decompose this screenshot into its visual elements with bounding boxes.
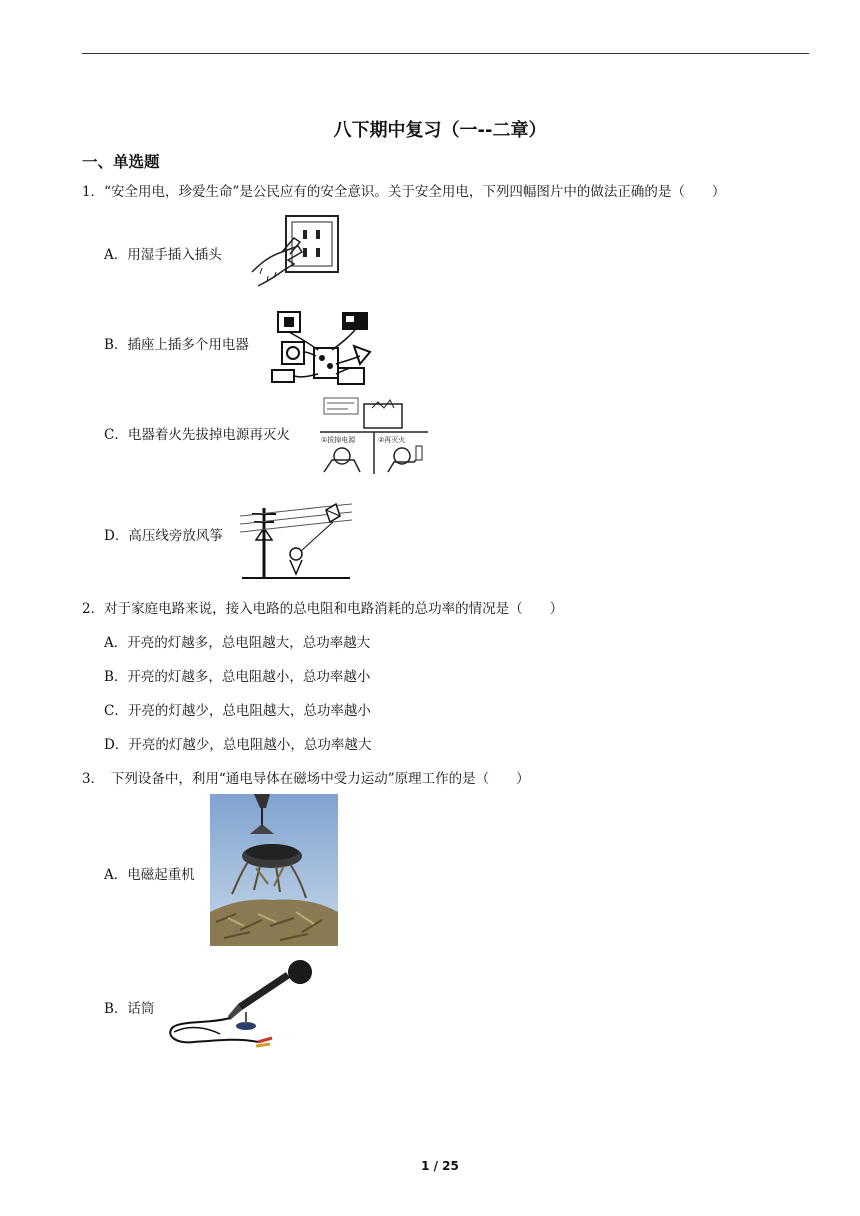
question-1-option-b[interactable]: B．插座上插多个用电器 [104,337,249,353]
overloaded-socket-illustration [270,308,376,386]
fire-step2-label: ②再灭火 [378,436,406,444]
header-rule [82,53,809,54]
kite-power-line-illustration [240,500,352,582]
question-1-option-d[interactable]: D．高压线旁放风筝 [104,528,223,544]
wet-hand-plug-illustration [248,212,348,288]
question-2-option-b[interactable]: B．开亮的灯越多，总电阻越小，总功率越小 [104,669,371,685]
question-3-option-a[interactable]: A．电磁起重机 [104,867,195,883]
question-1-stem: 1．“安全用电，珍爱生命”是公民应有的安全意识。关于安全用电，下列四幅图片中的做法正确的是（ ） [82,184,726,200]
question-2-option-d[interactable]: D．开亮的灯越少，总电阻越小，总功率越大 [104,737,372,753]
fire-step1-label: ①拔掉电源 [321,436,356,444]
question-1-option-a[interactable]: A．用湿手插入插头 [104,247,222,263]
fire-unplug-illustration [318,394,430,476]
electromagnetic-crane-photo [210,794,338,946]
page-title: 八下期中复习（一--二章） [333,120,547,141]
question-3-stem: 3． 下列设备中，利用“通电导体在磁场中受力运动”原理工作的是（ ） [82,771,530,787]
question-2-option-c[interactable]: C．开亮的灯越少，总电阻越大，总功率越小 [104,703,371,719]
page-number: 1 / 25 [421,1159,459,1173]
microphone-photo [160,954,316,1050]
question-3-option-b[interactable]: B．话筒 [104,1001,155,1017]
section-heading: 一、单选题 [82,153,160,171]
question-2-option-a[interactable]: A．开亮的灯越多，总电阻越大，总功率越大 [104,635,371,651]
question-2-stem: 2．对于家庭电路来说，接入电路的总电阻和电路消耗的总功率的情况是（ ） [82,601,564,617]
question-1-option-c[interactable]: C．电器着火先拔掉电源再灭火 [104,427,290,443]
